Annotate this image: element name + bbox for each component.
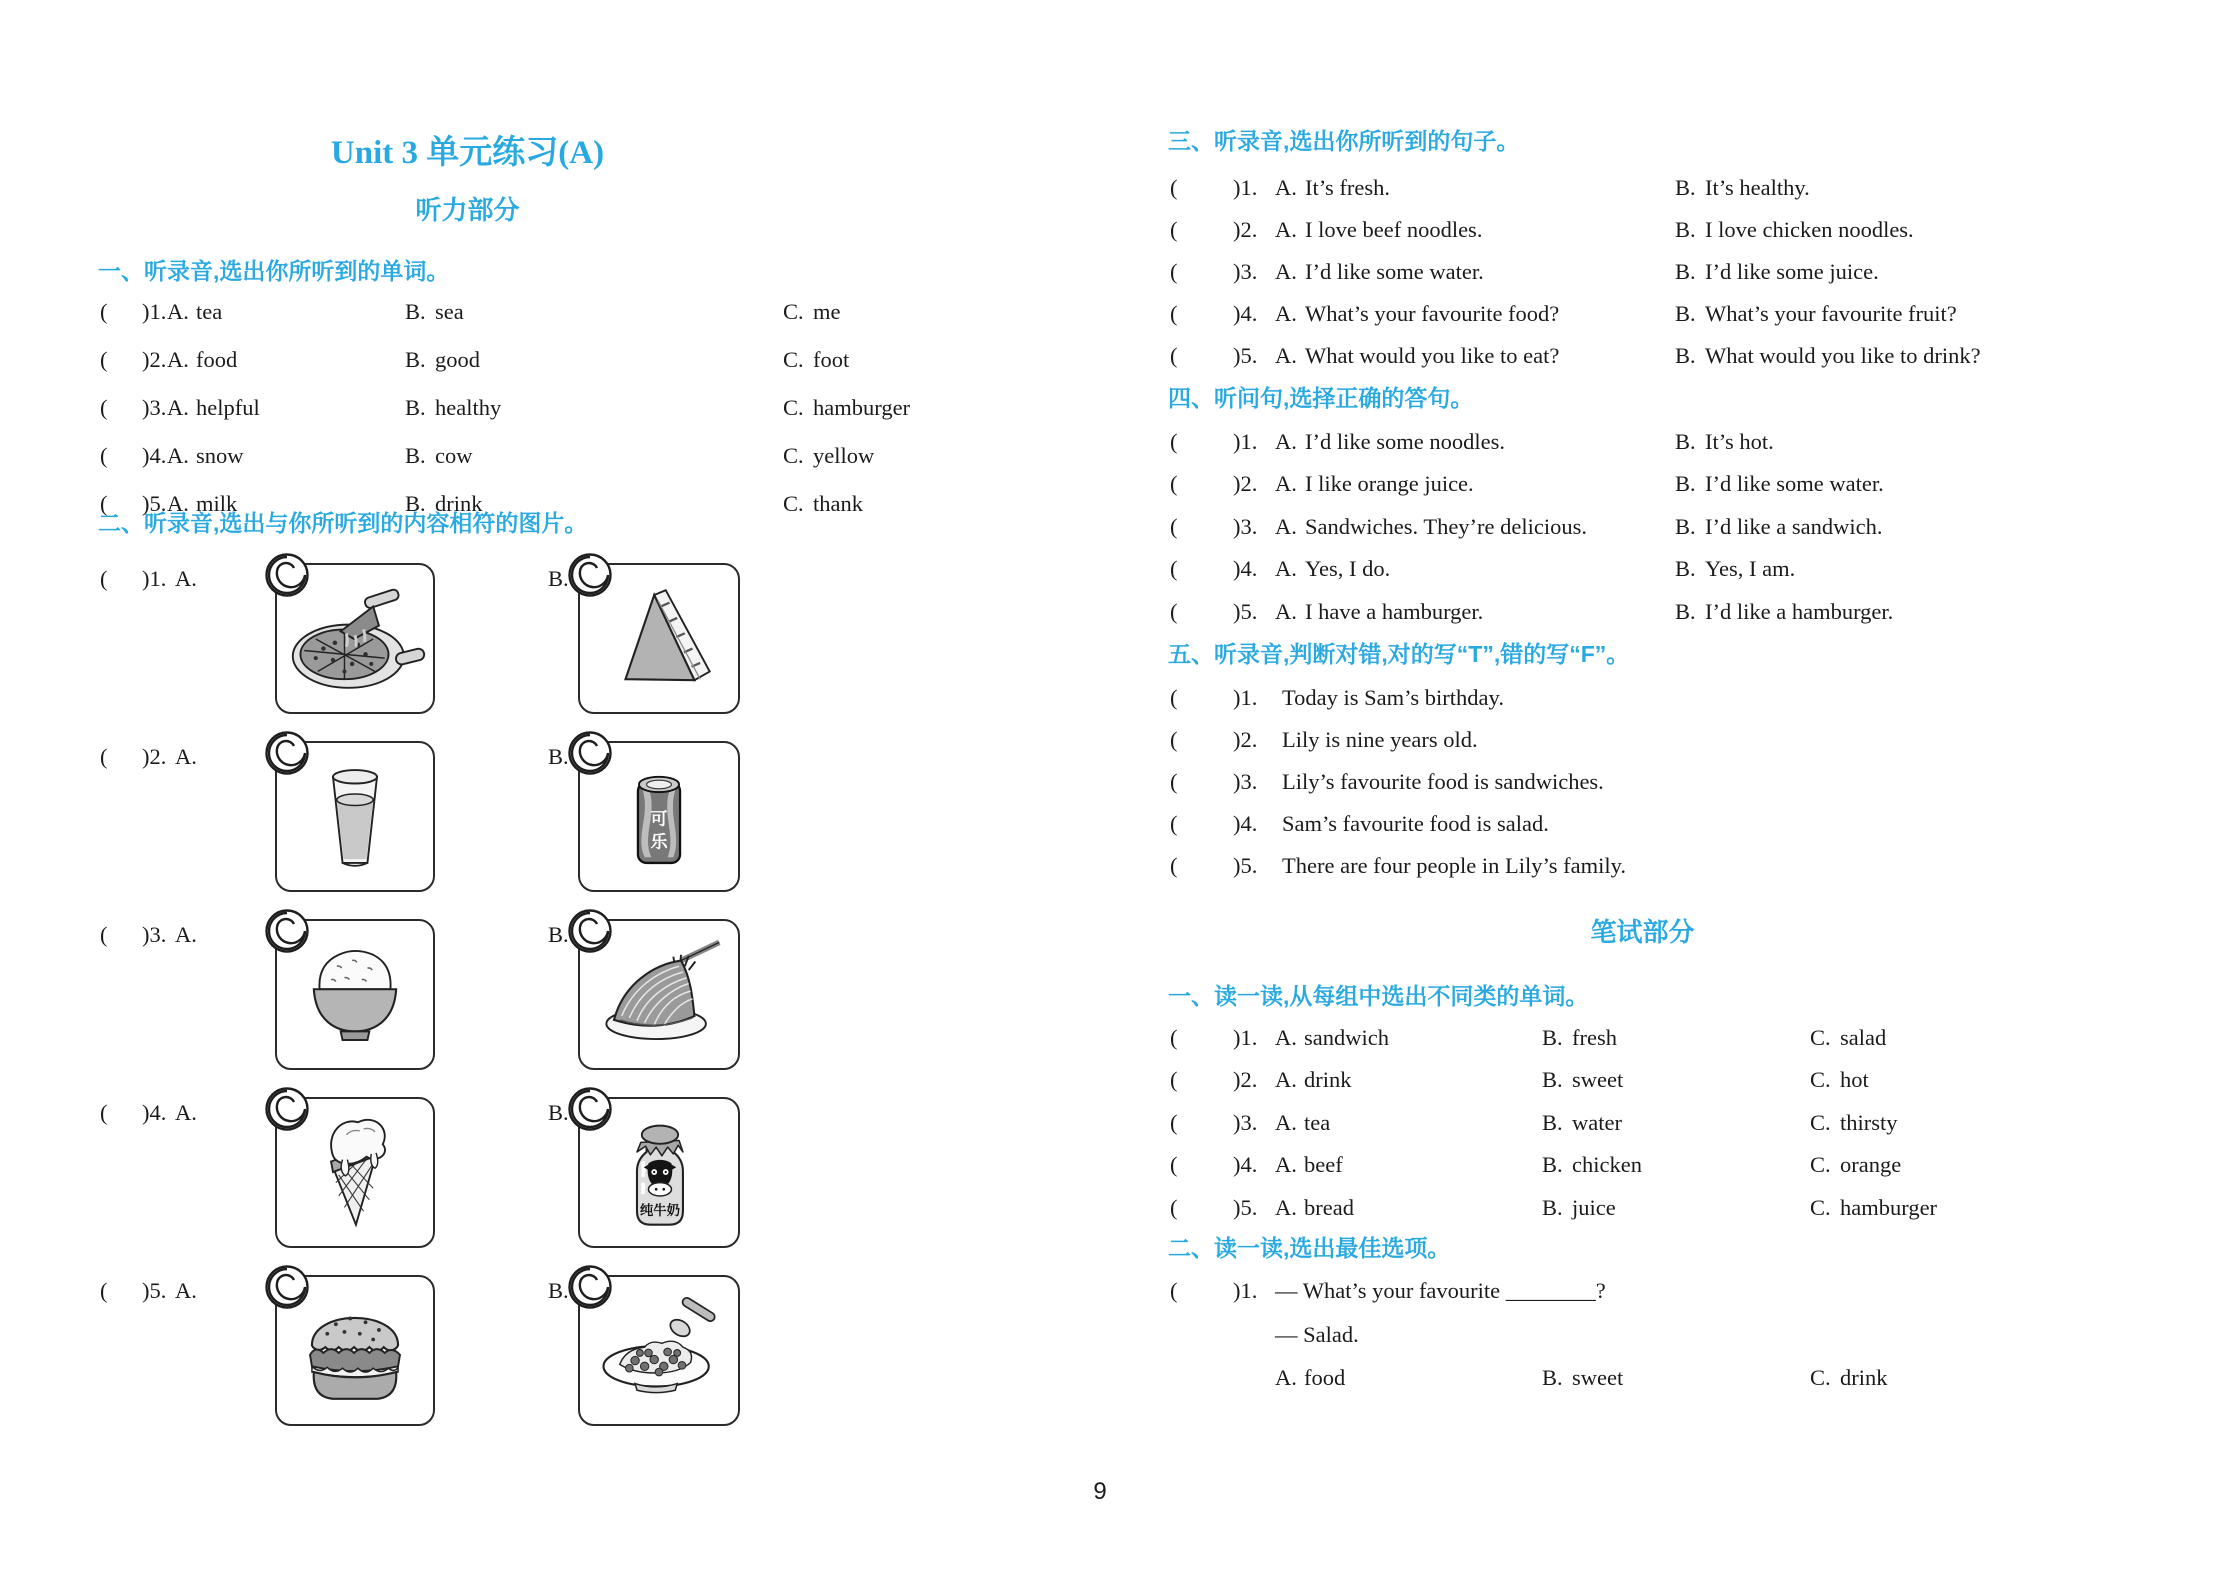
option-b-label: B. (548, 1100, 569, 1125)
option-a: sandwich (1304, 1025, 1389, 1050)
option-b-label: B. (1542, 1025, 1563, 1050)
item-number: )4. (142, 1100, 167, 1125)
option-b-label: B. (1675, 217, 1696, 242)
option-a-label: A. (1275, 1025, 1297, 1050)
option-a: snow (196, 443, 244, 468)
option-a: milk (196, 491, 238, 516)
option-c-label: C. (783, 443, 804, 468)
option-a: It’s fresh. (1305, 175, 1390, 200)
option-c: me (813, 299, 841, 324)
answer-blank: ( (100, 491, 108, 516)
listening-section1-header: 一、听录音,选出你所听到的单词。 (98, 258, 450, 284)
answer-blank: ( (100, 744, 108, 769)
option-c-label: C. (783, 395, 804, 420)
option-b: juice (1572, 1195, 1616, 1220)
item-number: )1. (142, 566, 167, 591)
option-a-label: A. (167, 299, 189, 324)
option-a-label: A. (1275, 217, 1297, 242)
option-b: What’s your favourite fruit? (1705, 301, 1957, 326)
picture-option-b (578, 919, 740, 1070)
option-b-label: B. (548, 566, 569, 591)
option-b: What would you like to drink? (1705, 343, 1981, 368)
item-number: )5. (1233, 1195, 1258, 1220)
item-number: )1. (1233, 429, 1258, 454)
option-b: Yes, I am. (1705, 556, 1796, 581)
item-number: )5. (1233, 599, 1258, 624)
option-a-label: A. (167, 443, 189, 468)
option-b-label: B. (548, 1278, 569, 1303)
statement-text: There are four people in Lily’s family. (1282, 853, 1627, 878)
item-number: )4. (1233, 1152, 1258, 1177)
answer-blank: ( (100, 347, 108, 372)
option-a-label: A. (1275, 471, 1297, 496)
option-a: food (196, 347, 238, 372)
item-number: )1. (1233, 175, 1258, 200)
option-a: Yes, I do. (1305, 556, 1391, 581)
option-a: tea (1304, 1110, 1331, 1135)
answer-blank: ( (1170, 853, 1178, 878)
option-a-label: A. (1275, 175, 1297, 200)
item-number: )1. (1233, 1025, 1258, 1050)
option-c-label: C. (783, 299, 804, 324)
answer-blank: ( (1170, 259, 1178, 284)
option-a: helpful (196, 395, 260, 420)
option-b: I’d like a sandwich. (1705, 514, 1883, 539)
option-b-label: B. (1675, 514, 1696, 539)
option-c-label: C. (783, 491, 804, 516)
ice-cream-image (283, 1106, 427, 1240)
option-a-label: A. (1275, 1365, 1297, 1390)
bowl-of-rice-image (283, 928, 427, 1062)
option-b-label: B. (1675, 343, 1696, 368)
option-c: foot (813, 347, 850, 372)
option-c-label: C. (1810, 1067, 1831, 1092)
written-part-heading: 笔试部分 (1590, 917, 1695, 947)
item-number: )2. (142, 347, 167, 372)
answer-blank: ( (100, 566, 108, 591)
listening-section4-header: 四、听问句,选择正确的答句。 (1168, 385, 1474, 411)
option-b: It’s healthy. (1705, 175, 1810, 200)
option-b-label: B. (405, 395, 426, 420)
statement-text: Sam’s favourite food is salad. (1282, 811, 1549, 836)
option-b: I’d like a hamburger. (1705, 599, 1894, 624)
item-number: )1. (1233, 685, 1258, 710)
item-number: )3. (142, 395, 167, 420)
option-a-label: A. (1275, 343, 1297, 368)
answer-text: — Salad. (1275, 1322, 1359, 1347)
statement-text: Lily’s favourite food is sandwiches. (1282, 769, 1604, 794)
option-a-label: A. (1275, 1195, 1297, 1220)
item-number: )4. (1233, 811, 1258, 836)
option-a-label: A. (175, 744, 197, 769)
answer-blank: ( (1170, 217, 1178, 242)
item-number: )1. (1233, 1278, 1258, 1303)
option-b-label: B. (1542, 1110, 1563, 1135)
option-b-label: B. (1675, 301, 1696, 326)
option-a-label: A. (1275, 1110, 1297, 1135)
sandwich-image (587, 572, 731, 706)
item-number: )5. (142, 1278, 167, 1303)
option-b: I’d like some juice. (1705, 259, 1879, 284)
option-b-label: B. (548, 922, 569, 947)
option-a-label: A. (175, 1100, 197, 1125)
option-b: healthy (435, 395, 502, 420)
option-c-label: C. (1810, 1025, 1831, 1050)
answer-blank: ( (1170, 1195, 1178, 1220)
cola-can-image (587, 750, 731, 884)
answer-blank: ( (1170, 1110, 1178, 1135)
option-a-label: A. (175, 1278, 197, 1303)
item-number: )2. (142, 744, 167, 769)
written-section2-header: 二、读一读,选出最佳选项。 (1168, 1235, 1451, 1261)
cola-label-bottom: 乐 (650, 831, 668, 852)
item-number: )4. (1233, 556, 1258, 581)
cola-label-top: 可 (650, 808, 668, 829)
answer-blank: ( (100, 395, 108, 420)
item-number: )3. (1233, 1110, 1258, 1135)
picture-option-a (275, 741, 435, 892)
item-number: )2. (1233, 217, 1258, 242)
item-number: )5. (142, 491, 167, 516)
item-number: )2. (1233, 471, 1258, 496)
option-a: food (1304, 1365, 1346, 1390)
option-a-label: A. (1275, 599, 1297, 624)
option-b: cow (435, 443, 473, 468)
answer-blank: ( (1170, 685, 1178, 710)
answer-blank: ( (1170, 556, 1178, 581)
option-c: salad (1840, 1025, 1887, 1050)
option-a: What would you like to eat? (1305, 343, 1560, 368)
option-b-label: B. (1542, 1365, 1563, 1390)
answer-blank: ( (100, 1100, 108, 1125)
option-b-label: B. (1542, 1067, 1563, 1092)
option-a-label: A. (167, 395, 189, 420)
option-c-label: C. (1810, 1365, 1831, 1390)
answer-blank: ( (1170, 429, 1178, 454)
answer-blank: ( (1170, 727, 1178, 752)
item-number: )3. (1233, 769, 1258, 794)
item-number: )4. (142, 443, 167, 468)
picture-option-b (578, 563, 740, 714)
pizza-image (283, 572, 427, 706)
plate-of-food-image (587, 1284, 731, 1418)
item-number: )2. (1233, 1067, 1258, 1092)
answer-blank: ( (100, 922, 108, 947)
option-c: thirsty (1840, 1110, 1898, 1135)
option-c: thank (813, 491, 863, 516)
option-b: sea (435, 299, 464, 324)
option-a-label: A. (1275, 259, 1297, 284)
listening-section3-header: 三、听录音,选出你所听到的句子。 (1168, 128, 1520, 154)
option-a: I have a hamburger. (1305, 599, 1484, 624)
option-b-label: B. (1675, 259, 1696, 284)
picture-option-b (578, 1097, 740, 1248)
option-a: I like orange juice. (1305, 471, 1474, 496)
option-a-label: A. (1275, 429, 1297, 454)
option-b: I’d like some water. (1705, 471, 1884, 496)
hamburger-image (283, 1284, 427, 1418)
option-b: fresh (1572, 1025, 1617, 1050)
item-number: )3. (1233, 514, 1258, 539)
option-b-label: B. (405, 347, 426, 372)
written-section1-header: 一、读一读,从每组中选出不同类的单词。 (1168, 983, 1589, 1009)
option-b: chicken (1572, 1152, 1642, 1177)
option-c-label: C. (1810, 1152, 1831, 1177)
glass-of-water-image (283, 750, 427, 884)
option-c-label: C. (1810, 1110, 1831, 1135)
option-a-label: A. (1275, 1067, 1297, 1092)
picture-option-a (275, 1275, 435, 1426)
option-a-label: A. (1275, 556, 1297, 581)
option-c: hamburger (813, 395, 911, 420)
answer-blank: ( (1170, 343, 1178, 368)
option-a: beef (1304, 1152, 1343, 1177)
option-b: good (435, 347, 480, 372)
option-a-label: A. (167, 491, 189, 516)
answer-blank: ( (1170, 175, 1178, 200)
milk-bottle-label: 纯牛奶 (639, 1202, 681, 1218)
option-a-label: A. (167, 347, 189, 372)
option-c-label: C. (783, 347, 804, 372)
answer-blank: ( (1170, 1025, 1178, 1050)
option-a-label: A. (175, 922, 197, 947)
option-a: What’s your favourite food? (1305, 301, 1560, 326)
answer-blank: ( (1170, 1278, 1178, 1303)
option-b: water (1572, 1110, 1622, 1135)
option-a-label: A. (1275, 301, 1297, 326)
option-b-label: B. (1675, 429, 1696, 454)
answer-blank: ( (100, 299, 108, 324)
listening-section2-header: 二、听录音,选出与你所听到的内容相符的图片。 (98, 510, 588, 536)
option-a: drink (1304, 1067, 1352, 1092)
option-b-label: B. (405, 299, 426, 324)
picture-option-a (275, 563, 435, 714)
option-c-label: C. (1810, 1195, 1831, 1220)
option-c: orange (1840, 1152, 1902, 1177)
answer-blank: ( (1170, 1152, 1178, 1177)
option-b-label: B. (405, 491, 426, 516)
option-b-label: B. (1542, 1152, 1563, 1177)
item-number: )5. (1233, 853, 1258, 878)
option-b: It’s hot. (1705, 429, 1774, 454)
answer-blank: ( (1170, 1067, 1178, 1092)
answer-blank: ( (1170, 599, 1178, 624)
listening-part-heading: 听力部分 (415, 195, 520, 225)
item-number: )5. (1233, 343, 1258, 368)
listening-section5-header: 五、听录音,判断对错,对的写“T”,错的写“F”。 (1168, 641, 1630, 667)
option-b: sweet (1572, 1067, 1624, 1092)
option-a: tea (196, 299, 223, 324)
option-b: sweet (1572, 1365, 1624, 1390)
option-b-label: B. (405, 443, 426, 468)
option-a: Sandwiches. They’re delicious. (1305, 514, 1588, 539)
option-b: I love chicken noodles. (1705, 217, 1914, 242)
option-a-label: A. (1275, 1152, 1297, 1177)
statement-text: Today is Sam’s birthday. (1282, 685, 1504, 710)
option-c: hot (1840, 1067, 1869, 1092)
answer-blank: ( (100, 1278, 108, 1303)
question-text: — What’s your favourite ________? (1275, 1278, 1606, 1303)
item-number: )3. (1233, 259, 1258, 284)
option-a-label: A. (175, 566, 197, 591)
option-a: I love beef noodles. (1305, 217, 1483, 242)
answer-blank: ( (1170, 301, 1178, 326)
statement-text: Lily is nine years old. (1282, 727, 1478, 752)
picture-option-b (578, 741, 740, 892)
answer-blank: ( (1170, 811, 1178, 836)
answer-blank: ( (100, 443, 108, 468)
option-c: hamburger (1840, 1195, 1938, 1220)
option-b-label: B. (1675, 175, 1696, 200)
item-number: )3. (142, 922, 167, 947)
answer-blank: ( (1170, 769, 1178, 794)
option-b-label: B. (1675, 471, 1696, 496)
option-a: bread (1304, 1195, 1354, 1220)
option-a: I’d like some noodles. (1305, 429, 1505, 454)
option-b: drink (435, 491, 483, 516)
item-number: )4. (1233, 301, 1258, 326)
item-number: )2. (1233, 727, 1258, 752)
option-b-label: B. (1675, 599, 1696, 624)
page-title: Unit 3 单元练习(A) (330, 135, 605, 171)
option-c: yellow (813, 443, 875, 468)
option-b-label: B. (548, 744, 569, 769)
option-a-label: A. (1275, 514, 1297, 539)
answer-blank: ( (1170, 471, 1178, 496)
option-c: drink (1840, 1365, 1888, 1390)
picture-option-a (275, 919, 435, 1070)
option-b-label: B. (1542, 1195, 1563, 1220)
picture-option-b (578, 1275, 740, 1426)
option-b-label: B. (1675, 556, 1696, 581)
noodles-image (587, 928, 731, 1062)
milk-bottle-image (587, 1106, 731, 1240)
option-a: I’d like some water. (1305, 259, 1484, 284)
picture-option-a (275, 1097, 435, 1248)
item-number: )1. (142, 299, 167, 324)
answer-blank: ( (1170, 514, 1178, 539)
page-number: 9 (1093, 1478, 1107, 1505)
